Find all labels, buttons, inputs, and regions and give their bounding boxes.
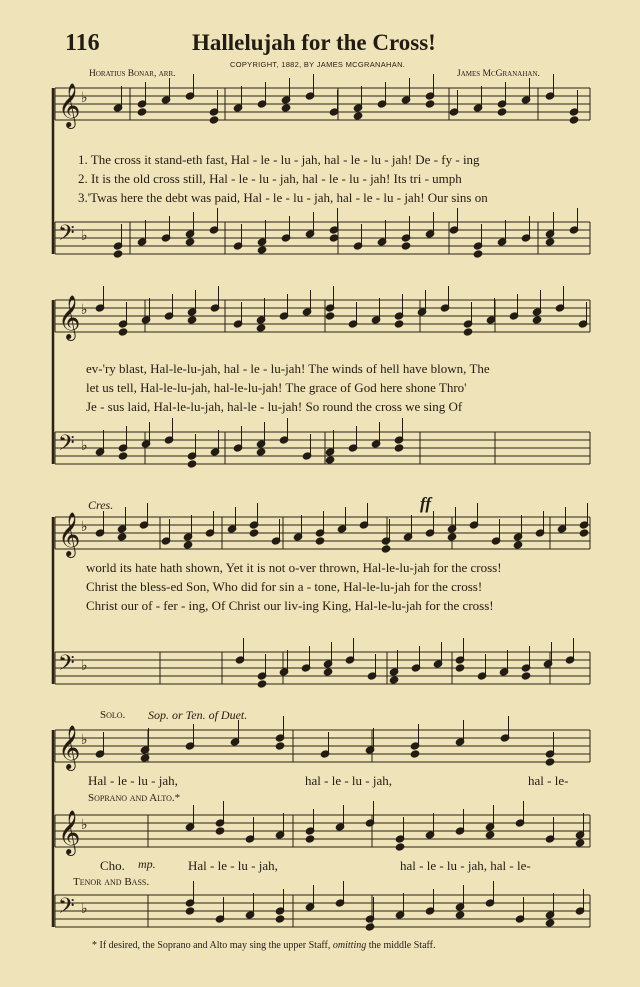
flat-icon: ♭	[81, 438, 88, 454]
note-head	[185, 238, 195, 246]
lyric-s1-v1: 1. The cross it stand-eth fast, Hal - le - lu - jah, hal - le - lu - jah! De - fy - ing	[78, 152, 480, 167]
hymn-number: 116	[65, 30, 100, 56]
treble-clef-icon: 𝄞	[58, 810, 81, 854]
flat-icon: ♭	[81, 732, 88, 748]
chorus-lyric-2: hal - le - lu - jah, hal - le-	[400, 858, 531, 873]
note-head	[569, 116, 579, 124]
note-head	[485, 831, 495, 839]
note-head	[275, 915, 285, 923]
note-head	[275, 742, 285, 750]
solo-label: Solo.	[100, 709, 126, 721]
lyric-s2-v3: Je - sus laid, Hal-le-lu-jah, hal-le - lu-jah! So round the cross we sing Of	[86, 399, 463, 414]
soprano-alto-label: Soprano and Alto.*	[88, 792, 181, 804]
note-head	[187, 460, 197, 468]
note-head	[256, 448, 266, 456]
note-head	[545, 758, 555, 766]
staff	[55, 810, 590, 856]
note-head	[118, 328, 128, 336]
note-head	[315, 537, 325, 545]
note-head	[455, 664, 465, 672]
note-head	[113, 250, 123, 258]
note-head	[545, 919, 555, 927]
treble-clef-icon: 𝄞	[58, 83, 81, 127]
note-head	[455, 911, 465, 919]
lyric-s3-v3: Christ our of - fer - ing, Of Christ our liv-ing King, Hal-le-lu-jah for the cross!	[86, 598, 494, 613]
staff	[55, 221, 590, 254]
flat-icon: ♭	[81, 817, 88, 833]
note-head	[395, 843, 405, 851]
note-head	[215, 827, 225, 835]
flat-icon: ♭	[81, 228, 88, 244]
note-head	[325, 456, 335, 464]
note-head	[305, 835, 315, 843]
tenor-bass-label: Tenor and Bass.	[73, 876, 150, 888]
note-head	[410, 750, 420, 758]
note-head	[323, 668, 333, 676]
note-head	[137, 108, 147, 116]
note-head	[281, 104, 291, 112]
composer-credit: James McGranahan.	[457, 69, 540, 79]
note-head	[389, 676, 399, 684]
note-head	[256, 324, 266, 332]
copyright-line: COPYRIGHT, 1882, BY JAMES MCGRANAHAN.	[230, 60, 406, 69]
footnote-emphasis: omitting	[332, 940, 367, 951]
solo-lyric-2: hal - le - lu - jah,	[305, 773, 392, 788]
note-head	[521, 672, 531, 680]
ff-marking: ff	[420, 494, 432, 513]
flat-icon: ♭	[81, 519, 88, 535]
duet-label: Sop. or Ten. of Duet.	[148, 708, 248, 722]
solo-lyric-1: Hal - le - lu - jah,	[88, 773, 178, 788]
note-head	[579, 529, 589, 537]
staff	[55, 894, 590, 927]
footnote	[92, 940, 435, 951]
lyric-s2-v1: ev-'ry blast, Hal-le-lu-jah, hal - le - lu-jah! The winds of hell have blown, The	[86, 361, 490, 376]
note-head	[532, 316, 542, 324]
bass-clef-icon: 𝄢	[58, 431, 75, 461]
note-head	[394, 444, 404, 452]
treble-clef-icon: 𝄞	[58, 725, 81, 769]
note-head	[117, 533, 127, 541]
treble-clef-icon: 𝄞	[58, 295, 81, 339]
lyric-s3-v1: world its hate hath shown, Yet it is not o-ver thrown, Hal-le-lu-jah for the cross!	[86, 560, 502, 575]
bass-clef-icon: 𝄢	[58, 221, 75, 251]
note-head	[365, 923, 375, 931]
note-head	[249, 529, 259, 537]
note-head	[463, 328, 473, 336]
note-head	[575, 839, 585, 847]
flat-icon: ♭	[81, 90, 88, 106]
note-head	[187, 316, 197, 324]
flat-icon: ♭	[81, 658, 88, 674]
cres-marking: Cres.	[88, 498, 114, 512]
staff	[55, 295, 590, 341]
staff	[55, 651, 590, 684]
lyric-s3-v2: Christ the bless-ed Son, Who did for sin a - tone, Hal-le-lu-jah for the cross!	[86, 579, 483, 594]
note-head	[401, 242, 411, 250]
note-head	[183, 541, 193, 549]
note-head	[257, 246, 267, 254]
note-head	[353, 112, 363, 120]
chorus-label: Cho.	[100, 858, 125, 873]
note-head	[209, 116, 219, 124]
footnote-tail: the middle Staff.	[366, 940, 436, 951]
solo-lyric-3: hal - le-	[528, 773, 569, 788]
staff	[55, 725, 590, 771]
note-head	[381, 545, 391, 553]
staff	[55, 83, 590, 129]
flat-icon: ♭	[81, 302, 88, 318]
note-head	[447, 533, 457, 541]
chorus-lyric-1: Hal - le - lu - jah,	[188, 858, 278, 873]
note-head	[497, 108, 507, 116]
footnote-lead: * If desired, the Soprano and Alto may sing the upper Staff,	[92, 940, 333, 951]
note-head	[329, 234, 339, 242]
author-credit: Horatius Bonar, arr.	[89, 69, 176, 79]
note-head	[257, 680, 267, 688]
lyric-s2-v2: let us tell, Hal-le-lu-jah, hal-le-lu-jah! The grace of God here shone Thro'	[86, 380, 467, 395]
note-head	[513, 541, 523, 549]
flat-icon: ♭	[81, 901, 88, 917]
bass-clef-icon: 𝄢	[58, 651, 75, 681]
hymn-title: Hallelujah for the Cross!	[192, 30, 436, 55]
lyric-s1-v2: 2. It is the old cross still, Hal - le - lu - jah, hal - le - lu - jah! Its tri - umph	[78, 171, 462, 186]
note-head	[325, 312, 335, 320]
note-head	[473, 250, 483, 258]
note-head	[394, 320, 404, 328]
note-head	[118, 452, 128, 460]
staff	[55, 431, 590, 464]
note-head	[545, 238, 555, 246]
note-head	[185, 907, 195, 915]
lyric-s1-v3: 3.'Twas here the debt was paid, Hal - le - lu - jah, hal - le - lu - jah! Our sins on	[78, 190, 488, 205]
treble-clef-icon: 𝄞	[58, 512, 81, 556]
note-head	[425, 100, 435, 108]
mp-marking: mp.	[138, 857, 156, 871]
bass-clef-icon: 𝄢	[58, 894, 75, 924]
